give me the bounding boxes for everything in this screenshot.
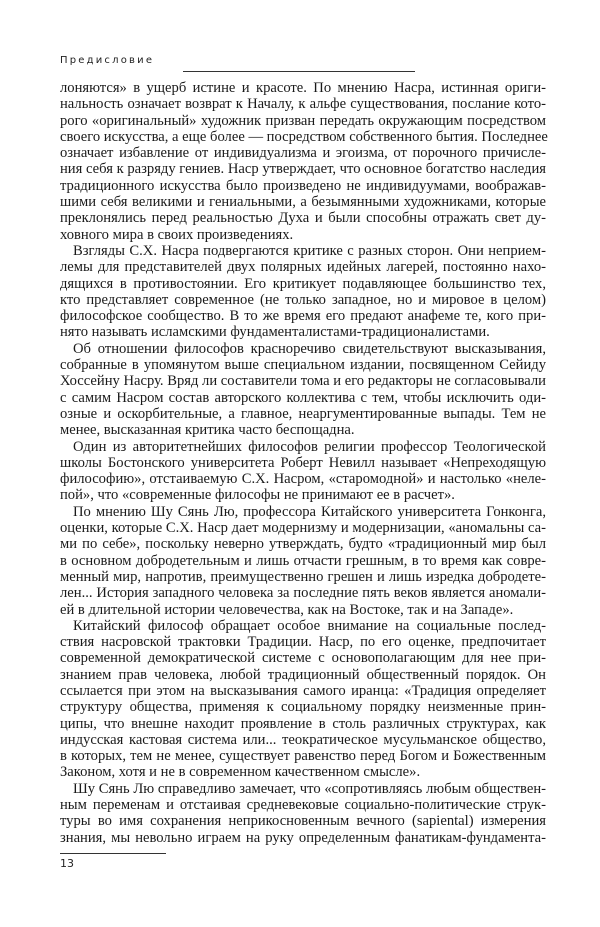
text-line: с самим Насром состав авторского коллектива с тем, чтобы исключить оди- [60,389,546,406]
header-rule [183,71,415,72]
text-line: ей в длительной истории человечества, как на Востоке, так и на Западе». [60,601,514,618]
text-line: ствия насровской трактовки Традиции. Наср, по его оценке, предпочитает [60,634,546,651]
text-line: пой», что «современные философы не принимают ее в расчет». [60,487,455,504]
text-line: традиционного искусства было произведено не индивидуумами, воображав- [60,177,546,194]
text-line: знанием прав человека, любой традиционный общественный порядок. Он [60,666,546,683]
text-line: ховного мира в своих произведениях. [60,226,294,243]
paragraph [60,243,546,341]
text-line: ным переменам и отстаивая средневековые социально-политические струк- [60,797,546,814]
paragraph [60,439,546,504]
text-line: ния себя к разряду гениев. Наср утверждает, что основное богатство наследия [60,161,546,178]
text-line: Китайский философ обращает особое внимание на социальные послед- [73,617,546,634]
text-line: По мнению Шу Сянь Лю, профессора Китайского университета Гонконга, [73,503,546,520]
text-line: философское сообщество. В то же время его предают анафеме те, кого при- [60,308,546,325]
text-line: ссылается при этом на высказывания самого иранца: «Традиция определяет [60,682,546,699]
text-line: знания, мы невольно играем на руку определенным фанатикам-фундамента- [60,829,546,846]
text-line: преклонялись перед реальностью Духа и были способны отражать свет ду- [60,210,546,227]
text-line: структуру общества, применяя к социальному порядку неизменные прин- [60,699,546,716]
paragraph [60,781,546,846]
text-line: Законом, хотя и не в современном качественном смысле». [60,764,421,781]
text-line: в которых, тем не менее, существует равенство перед Богом и Божественным [60,748,546,765]
text-line: озные и оскорбительные, а главное, неаргументированные выпады. Тем не [60,405,546,422]
text-line: Один из авторитетнейших философов религии профессор Теологической [73,438,546,455]
text-line: означает избавление от индивидуализма и эгоизма, от порочного причисле- [60,145,546,162]
page-number: 13 [60,857,74,870]
text-line: ми по себе», поскольку неверно утверждать, будто «традиционный мир был [60,536,546,553]
text-line: лемы для представителей двух полярных идейных лагерей, постоянно нахо- [60,259,546,276]
text-line: оценки, которые С.Х. Наср дает модернизму и модернизации, «аномальны са- [60,520,546,537]
text-line: Об отношении философов красноречиво свидетельствуют высказывания, [73,340,546,357]
paragraph [60,618,546,781]
text-line: философию», отстаиваемую С.Х. Насром, «старомодной» и настолько «неле- [60,471,546,488]
paragraph [60,341,546,439]
text-line: нято называть исламскими фундаменталистами-традиционалистами. [60,324,490,341]
text-line: нальность означает возврат к Началу, к альфе существования, послание кото- [60,96,546,113]
text-line: своего искусства, а еще более — посредством собственного бытия. Последнее [60,128,548,145]
text-line: современной демократической системе с основополагающим для нее при- [60,650,546,667]
text-line: Шу Сянь Лю справедливо замечает, что «сопротивляясь любым обществен- [73,780,546,797]
text-line: менный мир, напротив, преимущественно грешен и лишь изредка добродете- [60,568,546,585]
text-line: рого «оригинальный» художник призван передать окружающим посредством [60,112,546,129]
text-line: туры во имя сохранения неприкосновенным вечного (sapiental) измерения [60,813,546,830]
text-line: кто представляет современное (не только западное, но и мировое в целом) [60,291,546,308]
text-line: менее, высказанная критика часто беспощадна. [60,422,355,439]
text-line: лен... История западного человека за последние пять веков является аномали- [60,585,546,602]
text-line: ципы, что внешне находит проявление в столь различных структурах, как [60,715,546,732]
text-line: лоняются» в ущерб истине и красоте. По мнению Насра, истинная ориги- [60,80,546,96]
text-line: дящихся в противостоянии. Его критикует подавляющее большинство тех, [60,275,546,292]
text-line: собранные в упомянутом выше специальном издании, посвященном Сейиду [60,357,546,374]
text-line: Хоссейну Насру. Вряд ли составители тома и его редакторы не согласовывали [60,373,546,390]
text-line: в основном добродетельным и лишь отчасти грешным, в то время как совре- [60,552,546,569]
footer-rule [60,853,166,854]
text-line: школы Бостонского университета Роберт Невилл называет «Непреходящую [60,454,546,471]
text-line: Взгляды С.Х. Насра подвергаются критике с разных сторон. Они неприем- [73,242,546,259]
body-text [60,80,546,846]
text-line: шими себя великими и гениальными, а безымянными художниками, которые [60,194,546,211]
paragraph [60,80,546,243]
running-head: Предисловие [60,55,155,66]
text-line: индусская кастовая система или... теократическое мусульманское общество, [60,731,546,748]
paragraph [60,504,546,618]
